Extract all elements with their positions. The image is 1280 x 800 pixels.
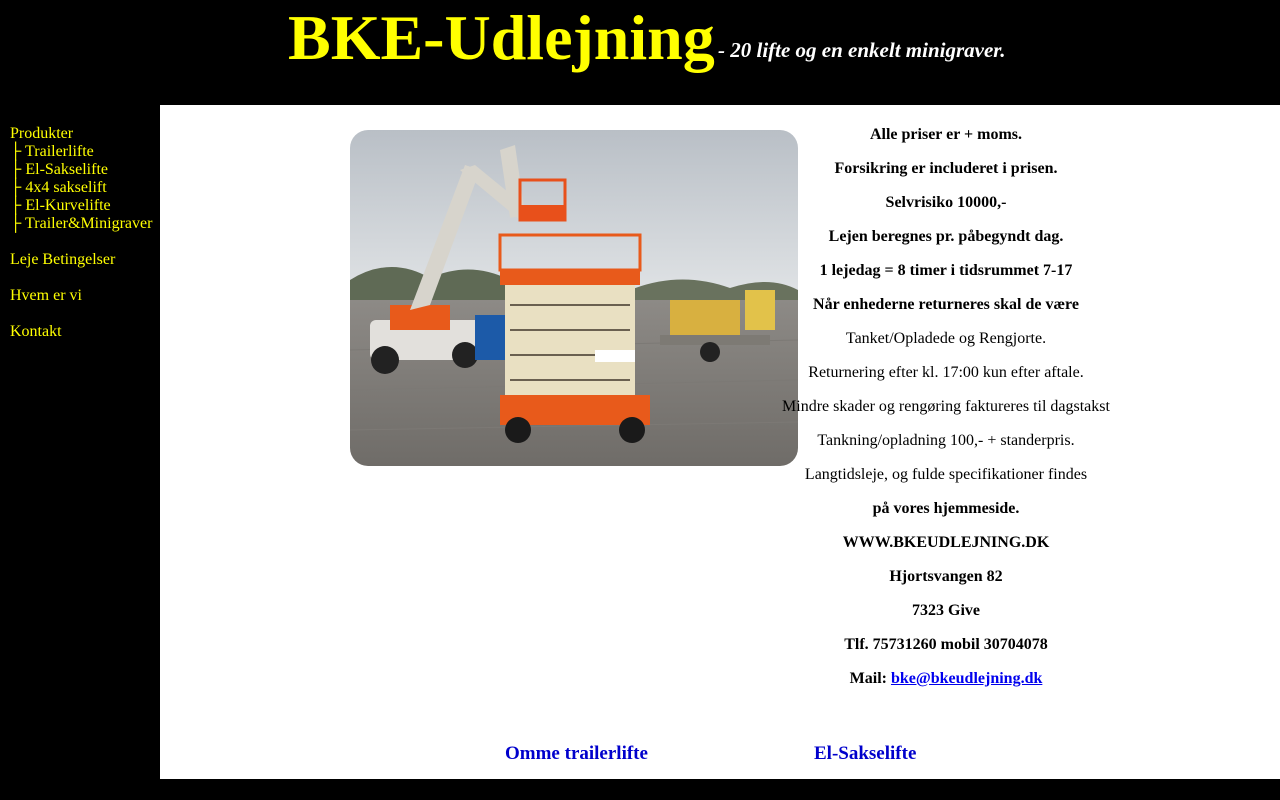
- nav-produkter[interactable]: Produkter: [10, 125, 74, 142]
- info-forsikring: Forsikring er includeret i prisen.: [834, 160, 1058, 177]
- nav-leje-betingelser[interactable]: Leje Betingelser: [10, 251, 116, 268]
- tree-branch: ├: [10, 197, 26, 214]
- info-moms: Alle priser er + moms.: [869, 126, 1023, 143]
- nav-label: Trailer&Minigraver: [25, 215, 153, 232]
- info-phone: Tlf. 75731260 mobil 30704078: [844, 636, 1048, 653]
- info-returnering: Returnering efter kl. 17:00 kun efter aftale.: [808, 364, 1084, 381]
- nav-el-kurvelifte[interactable]: [10, 197, 152, 215]
- tree-branch: ├: [10, 215, 26, 232]
- header: [0, 0, 1280, 105]
- info-skader: Mindre skader og rengøring faktureres til dagstakst: [782, 398, 1110, 415]
- info-tanket: Tanket/Opladede og Rengjorte.: [845, 330, 1047, 347]
- nav-hvem-group: [10, 287, 82, 305]
- info-returneres: Når enhederne returneres skal de være: [813, 296, 1079, 313]
- nav-kontakt[interactable]: Kontakt: [10, 323, 62, 340]
- nav-label: 4x4 sakselift: [25, 179, 107, 196]
- tree-branch: ├: [10, 179, 26, 196]
- nav-leje-group: [10, 251, 115, 269]
- nav-el-sakselifte[interactable]: [10, 161, 152, 179]
- sidebar: [0, 105, 160, 779]
- info-website: WWW.BKEUDLEJNING.DK: [842, 534, 1050, 551]
- info-langtidsleje: Langtidsleje, og fulde specifikationer findes: [804, 466, 1088, 483]
- bottom-bar: [0, 779, 1280, 800]
- nav-trailerlifte[interactable]: [10, 143, 152, 161]
- site-title: BKE-Udlejning: [288, 2, 715, 73]
- nav-label: El-Sakselifte: [25, 161, 108, 178]
- info-hjemmeside: på vores hjemmeside.: [872, 500, 1020, 517]
- tree-branch: ├: [10, 161, 26, 178]
- info-tankning: Tankning/opladning 100,- + standerpris.: [817, 432, 1075, 449]
- rental-info: [746, 125, 1146, 703]
- nav-kontakt-group: [10, 323, 62, 341]
- nav-label: El-Kurvelifte: [25, 197, 111, 214]
- nav-label: Trailerlifte: [25, 143, 94, 160]
- info-address: Hjortsvangen 82: [889, 568, 1003, 585]
- main-content: [160, 105, 1280, 779]
- nav-trailer-minigraver[interactable]: [10, 215, 152, 233]
- nav-products-group: [10, 125, 152, 233]
- nav-hvem-er-vi[interactable]: Hvem er vi: [10, 287, 82, 304]
- info-lejen: Lejen beregnes pr. påbegyndt dag.: [828, 228, 1064, 245]
- link-omme-trailerlifte[interactable]: Omme trailerlifte: [505, 743, 648, 764]
- info-city: 7323 Give: [912, 602, 980, 619]
- link-el-sakselifte[interactable]: El-Sakselifte: [814, 743, 917, 764]
- mail-label: Mail:: [849, 670, 887, 687]
- nav-4x4-sakselift[interactable]: [10, 179, 152, 197]
- site-tagline: - 20 lifte og en enkelt minigraver.: [718, 38, 1006, 62]
- mail-link[interactable]: bke@bkeudlejning.dk: [890, 670, 1043, 687]
- info-selvrisiko: Selvrisiko 10000,-: [885, 194, 1007, 211]
- info-lejedag: 1 lejedag = 8 timer i tidsrummet 7-17: [819, 262, 1073, 279]
- tree-branch: ├: [10, 143, 26, 160]
- info-mail-line: [746, 669, 1146, 703]
- lift-photo: [350, 130, 798, 466]
